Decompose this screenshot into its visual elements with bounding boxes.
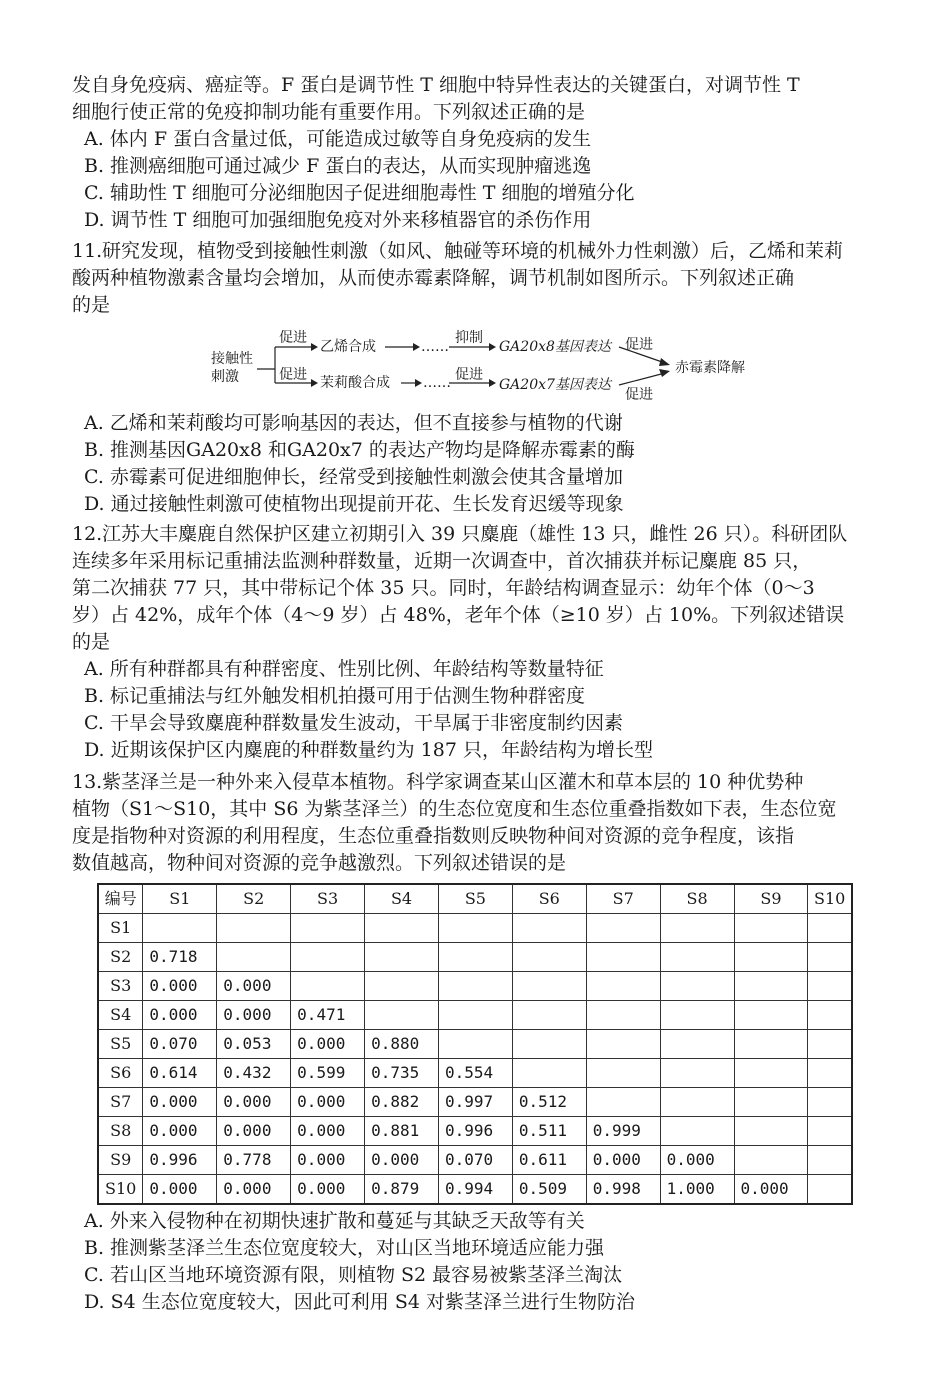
row-header-s9: S9 (98, 1146, 143, 1175)
diagram-result-ga-degradation: 赤霉素降解 (675, 360, 745, 376)
table-row (98, 972, 852, 1001)
table-cell: 0.000 (143, 972, 217, 1001)
table-cell: 0.000 (291, 1030, 365, 1059)
table-cell (512, 972, 586, 1001)
q13-stem-line-3: 度是指物种对资源的利用程度，生态位重叠指数则反映物种间对资源的竞争程度，该指 (72, 825, 795, 847)
q13-option-c: C. 若山区当地环境资源有限，则植物 S2 最容易被紫茎泽兰淘汰 (84, 1264, 623, 1286)
table-cell (586, 972, 660, 1001)
q10-option-d: D. 调节性 T 细胞可加强细胞免疫对外来移植器官的杀伤作用 (84, 209, 592, 231)
column-header-s4: S4 (365, 884, 439, 914)
row-header-s7: S7 (98, 1088, 143, 1117)
table-cell (512, 943, 586, 972)
table-cell (660, 1001, 734, 1030)
table-cell: 0.000 (734, 1175, 808, 1205)
q12-option-c: C. 干旱会导致麋鹿种群数量发生波动，干旱属于非密度制约因素 (84, 712, 623, 734)
q13-option-b: B. 推测紫茎泽兰生态位宽度较大，对山区当地环境适应能力强 (84, 1237, 605, 1259)
diagram-source-line-1: 接触性 (211, 351, 253, 367)
q12-stem-line-4: 岁）占 42%，成年个体（4～9 岁）占 48%，老年个体（≥10 岁）占 10%。下列叙述错误 (72, 604, 845, 626)
table-cell (808, 1175, 852, 1205)
row-header-s3: S3 (98, 972, 143, 1001)
table-cell (217, 914, 291, 943)
q12-stem-line-3: 第二次捕获 77 只，其中带标记个体 35 只。同时，年龄结构调查显示：幼年个体（0～3 (72, 577, 815, 599)
table-cell: 0.512 (512, 1088, 586, 1117)
table-cell (365, 972, 439, 1001)
table-cell: 0.996 (143, 1146, 217, 1175)
column-header-s10: S10 (808, 884, 852, 914)
q11-option-d: D. 通过接触性刺激可使植物出现提前开花、生长发育迟缓等现象 (84, 493, 624, 515)
column-header-s9: S9 (734, 884, 808, 914)
table-row (98, 1001, 852, 1030)
q12-stem-line-2: 连续多年采用标记重捕法监测种群数量，近期一次调查中，首次捕获并标记麋鹿 85 只， (72, 550, 812, 572)
table-cell (660, 1117, 734, 1146)
q12-option-a: A. 所有种群都具有种群密度、性别比例、年龄结构等数量特征 (84, 658, 604, 680)
table-cell (586, 914, 660, 943)
q12-stem-line-1: 江苏大丰麋鹿自然保护区建立初期引入 39 只麋鹿（雄性 13 只，雌性 26 只）。科研团队 (102, 523, 848, 545)
diagram-promote-mid: 促进 (455, 367, 483, 383)
table-cell: 0.000 (291, 1088, 365, 1117)
table-cell (512, 914, 586, 943)
table-cell: 0.614 (143, 1059, 217, 1088)
q10-option-b: B. 推测癌细胞可通过减少 F 蛋白的表达，从而实现肿瘤逃逸 (84, 155, 592, 177)
table-cell: 0.994 (438, 1175, 512, 1205)
q11-stem-line-1: 研究发现，植物受到接触性刺激（如风、触碰等环境的机械外力性刺激）后，乙烯和茉莉 (102, 240, 844, 262)
table-cell (291, 914, 365, 943)
table-cell (660, 943, 734, 972)
table-cell (808, 1088, 852, 1117)
diagram-promote-bottom: 促进 (279, 367, 307, 383)
table-row (98, 1146, 852, 1175)
table-cell (586, 1001, 660, 1030)
column-header-s8: S8 (660, 884, 734, 914)
table-cell (808, 972, 852, 1001)
table-row (98, 1175, 852, 1205)
table-cell (365, 914, 439, 943)
row-header-s8: S8 (98, 1117, 143, 1146)
table-cell: 0.735 (365, 1059, 439, 1088)
table-cell: 0.070 (143, 1030, 217, 1059)
q10-stem-line-1: 发自身免疫病、癌症等。F 蛋白是调节性 T 细胞中特异性表达的关键蛋白，对调节性 T (72, 74, 800, 96)
table-cell: 0.509 (512, 1175, 586, 1205)
table-cell: 0.000 (143, 1175, 217, 1205)
diagram-promote-right-bottom: 促进 (625, 387, 653, 403)
table-cell: 0.000 (291, 1117, 365, 1146)
diagram-inhibit-label: 抑制 (455, 330, 483, 346)
table-cell (512, 1001, 586, 1030)
table-row (98, 1030, 852, 1059)
table-cell (734, 1117, 808, 1146)
table-cell (291, 943, 365, 972)
table-cell (660, 1030, 734, 1059)
q13-number: 13. (72, 771, 103, 793)
table-cell: 0.053 (217, 1030, 291, 1059)
table-cell (808, 1059, 852, 1088)
column-header-s7: S7 (586, 884, 660, 914)
table-cell: 0.000 (217, 1175, 291, 1205)
row-header-s1: S1 (98, 914, 143, 943)
regulation-diagram (205, 330, 765, 405)
diagram-source-line-2: 刺激 (211, 369, 239, 385)
diagram-dots-bottom: …… (423, 375, 451, 391)
diagram-gene-ga20x7: GA20x7基因表达 (499, 377, 611, 393)
table-cell (365, 943, 439, 972)
table-cell (660, 972, 734, 1001)
column-header-s3: S3 (291, 884, 365, 914)
table-cell: 0.000 (365, 1146, 439, 1175)
table-cell: 0.000 (586, 1146, 660, 1175)
diagram-promote-right-top: 促进 (625, 337, 653, 353)
q11-stem-line-3: 的是 (72, 294, 111, 316)
column-header-s2: S2 (217, 884, 291, 914)
table-cell: 0.511 (512, 1117, 586, 1146)
table-cell (734, 1059, 808, 1088)
table-cell (734, 1088, 808, 1117)
table-cell (291, 972, 365, 1001)
q11-option-a: A. 乙烯和茉莉酸均可影响基因的表达，但不直接参与植物的代谢 (84, 412, 623, 434)
table-cell (808, 1030, 852, 1059)
table-cell: 0.996 (438, 1117, 512, 1146)
table-cell (734, 1030, 808, 1059)
table-cell: 0.718 (143, 943, 217, 972)
table-row (98, 943, 852, 972)
table-cell: 0.611 (512, 1146, 586, 1175)
q12-option-b: B. 标记重捕法与红外触发相机拍摄可用于估测生物种群密度 (84, 685, 586, 707)
q11-stem-line-2: 酸两种植物激素含量均会增加，从而使赤霉素降解，调节机制如图所示。下列叙述正确 (72, 267, 795, 289)
table-cell (438, 972, 512, 1001)
table-cell: 0.000 (217, 1088, 291, 1117)
diagram-gene-ga20x8: GA20x8基因表达 (499, 339, 611, 355)
table-cell (438, 1030, 512, 1059)
table-row (98, 1059, 852, 1088)
q12-option-d: D. 近期该保护区内麋鹿的种群数量约为 187 只，年龄结构为增长型 (84, 739, 653, 761)
table-cell (217, 943, 291, 972)
table-cell (808, 943, 852, 972)
q11-option-b: B. 推测基因GA20x8 和GA20x7 的表达产物均是降解赤霉素的酶 (84, 439, 635, 461)
q12-number: 12. (72, 523, 103, 545)
table-cell (734, 914, 808, 943)
table-cell: 0.599 (291, 1059, 365, 1088)
q10-option-a: A. 体内 F 蛋白含量过低，可能造成过敏等自身免疫病的发生 (84, 128, 592, 150)
table-cell (660, 1059, 734, 1088)
table-cell: 0.000 (217, 1001, 291, 1030)
table-cell: 0.997 (438, 1088, 512, 1117)
row-header-s5: S5 (98, 1030, 143, 1059)
table-cell: 0.999 (586, 1117, 660, 1146)
table-cell (438, 1001, 512, 1030)
q11-number: 11. (72, 240, 103, 262)
q10-stem-line-2: 细胞行使正常的免疫抑制功能有重要作用。下列叙述正确的是 (72, 101, 586, 123)
table-cell: 0.881 (365, 1117, 439, 1146)
table-cell: 0.432 (217, 1059, 291, 1088)
table-row (98, 914, 852, 943)
q13-option-a: A. 外来入侵物种在初期快速扩散和蔓延与其缺乏天敌等有关 (84, 1210, 585, 1232)
table-cell (365, 1001, 439, 1030)
table-cell (438, 943, 512, 972)
table-header-row (98, 884, 852, 914)
table-cell (808, 1001, 852, 1030)
table-cell (660, 1088, 734, 1117)
table-row (98, 1117, 852, 1146)
q12-stem-line-5: 的是 (72, 631, 111, 653)
table-cell: 0.000 (217, 972, 291, 1001)
table-cell: 0.000 (291, 1146, 365, 1175)
table-cell: 0.000 (660, 1146, 734, 1175)
diagram-promote-top: 促进 (279, 330, 307, 346)
table-corner-header: 编号 (98, 884, 143, 914)
table-cell: 0.000 (143, 1001, 217, 1030)
table-cell: 1.000 (660, 1175, 734, 1205)
table-cell (143, 914, 217, 943)
table-cell: 0.471 (291, 1001, 365, 1030)
table-cell (734, 1146, 808, 1175)
niche-overlap-table (97, 883, 853, 1205)
table-cell (586, 1059, 660, 1088)
table-cell (808, 1146, 852, 1175)
table-cell: 0.778 (217, 1146, 291, 1175)
table-cell (808, 914, 852, 943)
table-cell: 0.882 (365, 1088, 439, 1117)
table-cell (512, 1059, 586, 1088)
table-cell: 0.880 (365, 1030, 439, 1059)
column-header-s6: S6 (512, 884, 586, 914)
table-cell (660, 914, 734, 943)
row-header-s10: S10 (98, 1175, 143, 1205)
table-cell: 0.000 (143, 1117, 217, 1146)
table-cell (734, 943, 808, 972)
table-cell: 0.998 (586, 1175, 660, 1205)
table-row (98, 1088, 852, 1117)
table-cell: 0.000 (217, 1117, 291, 1146)
q11-option-c: C. 赤霉素可促进细胞伸长，经常受到接触性刺激会使其含量增加 (84, 466, 623, 488)
q13-option-d: D. S4 生态位宽度较大，因此可利用 S4 对紫茎泽兰进行生物防治 (84, 1291, 635, 1313)
q13-stem-line-4: 数值越高，物种间对资源的竞争越激烈。下列叙述错误的是 (72, 852, 567, 874)
table-cell (734, 1001, 808, 1030)
row-header-s2: S2 (98, 943, 143, 972)
table-cell (438, 914, 512, 943)
table-cell (586, 1088, 660, 1117)
diagram-jasmonic-synthesis: 茉莉酸合成 (320, 375, 390, 391)
table-cell: 0.554 (438, 1059, 512, 1088)
table-cell (808, 1117, 852, 1146)
q10-option-c: C. 辅助性 T 细胞可分泌细胞因子促进细胞毒性 T 细胞的增殖分化 (84, 182, 635, 204)
column-header-s5: S5 (438, 884, 512, 914)
table-cell: 0.070 (438, 1146, 512, 1175)
diagram-dots-top: …… (421, 339, 449, 355)
table-cell (586, 1030, 660, 1059)
table-cell (734, 972, 808, 1001)
column-header-s1: S1 (143, 884, 217, 914)
q13-stem-line-1: 紫茎泽兰是一种外来入侵草本植物。科学家调查某山区灌木和草本层的 10 种优势种 (102, 771, 804, 793)
table-cell (512, 1030, 586, 1059)
table-cell: 0.879 (365, 1175, 439, 1205)
row-header-s6: S6 (98, 1059, 143, 1088)
q13-stem-line-2: 植物（S1～S10，其中 S6 为紫茎泽兰）的生态位宽度和生态位重叠指数如下表，生态位宽 (72, 798, 837, 820)
row-header-s4: S4 (98, 1001, 143, 1030)
diagram-ethylene-synthesis: 乙烯合成 (320, 339, 376, 355)
table-cell: 0.000 (291, 1175, 365, 1205)
table-cell: 0.000 (143, 1088, 217, 1117)
table-cell (586, 943, 660, 972)
